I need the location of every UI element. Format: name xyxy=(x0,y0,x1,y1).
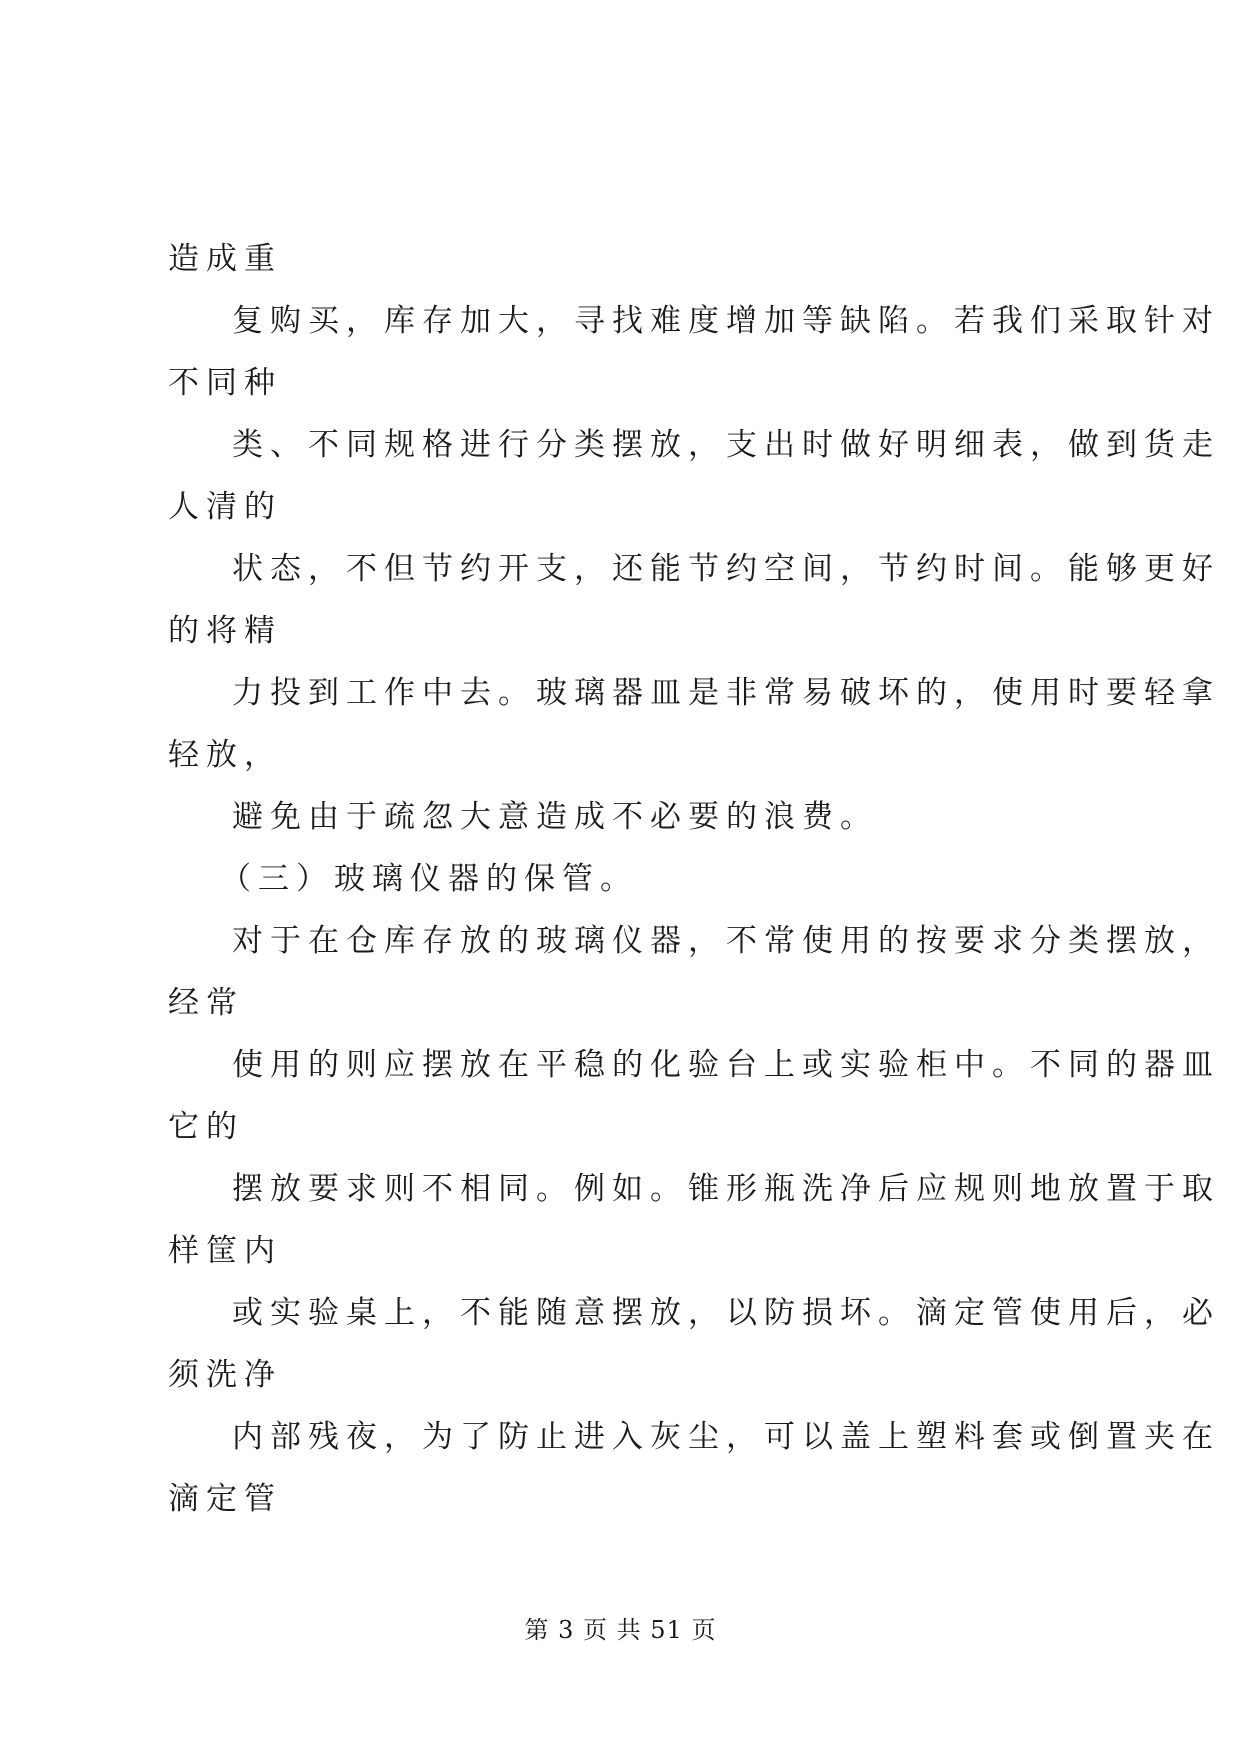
text-line: 它的 xyxy=(168,1109,244,1145)
document-body xyxy=(168,228,1220,1530)
text-line: 人清的 xyxy=(168,489,282,525)
text-line: 复购买，库存加大，寻找难度增加等缺陷。若我们采取针对 xyxy=(232,303,1220,339)
section-heading: （三）玻璃仪器的保管。 xyxy=(220,861,638,897)
text-line: 样筐内 xyxy=(168,1233,282,1269)
text-line: 状态，不但节约开支，还能节约空间，节约时间。能够更好 xyxy=(232,551,1220,587)
text-line: 内部残夜，为了防止进入灰尘，可以盖上塑料套或倒置夹在 xyxy=(232,1419,1220,1455)
text-line: 或实验桌上，不能随意摆放，以防损坏。滴定管使用后，必 xyxy=(232,1295,1220,1331)
text-line: 滴定管 xyxy=(168,1481,282,1517)
text-line: 经常 xyxy=(168,985,244,1021)
text-line: 的将精 xyxy=(168,613,282,649)
text-line: 不同种 xyxy=(168,365,282,401)
text-line: 力投到工作中去。玻璃器皿是非常易破坏的，使用时要轻拿 xyxy=(232,675,1220,711)
text-line: 对于在仓库存放的玻璃仪器，不常使用的按要求分类摆放， xyxy=(232,923,1220,959)
text-line: 造成重 xyxy=(168,241,282,277)
text-line: 轻放， xyxy=(168,737,282,773)
text-line: 类、不同规格进行分类摆放，支出时做好明细表，做到货走 xyxy=(232,427,1220,463)
text-line: 摆放要求则不相同。例如。锥形瓶洗净后应规则地放置于取 xyxy=(232,1171,1220,1207)
text-line: 使用的则应摆放在平稳的化验台上或实验柜中。不同的器皿 xyxy=(232,1047,1220,1083)
text-line: 避免由于疏忽大意造成不必要的浪费。 xyxy=(232,799,878,835)
page-footer: 第 3 页 共 51 页 xyxy=(524,1616,717,1644)
text-line: 须洗净 xyxy=(168,1357,282,1393)
